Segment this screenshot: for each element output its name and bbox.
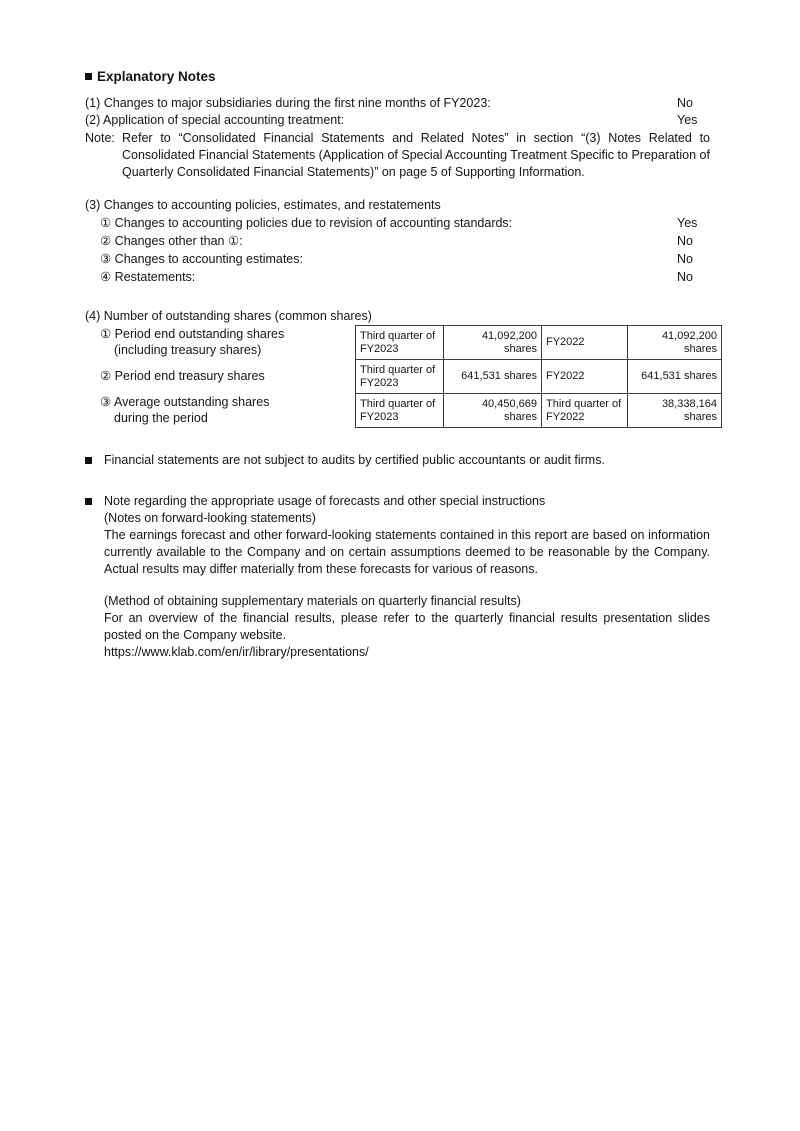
supplementary-heading: (Method of obtaining supplementary materials on quarterly financial results) — [104, 594, 521, 608]
qa-row-subsidiaries — [85, 95, 710, 112]
shares-label-outstanding — [85, 325, 355, 359]
qa-label: ③ Changes to accounting estimates: — [100, 252, 303, 266]
note-label: Note: — [85, 131, 115, 145]
forecast-note — [85, 493, 710, 661]
forward-looking-text: The earnings forecast and other forward-looking statements contained in this report are based on information currently available to the Company and on certain assumptions deemed to be reasonable by the Company. Actual results may differ materially from these forecasts for various of reasons. — [104, 528, 710, 576]
section3-heading: (3) Changes to accounting policies, estimates, and restatements — [85, 198, 441, 212]
qa-row-restatements — [85, 269, 710, 286]
table-cell-value: 641,531 shares — [444, 360, 542, 394]
forecast-note-content — [104, 493, 710, 661]
qa-row-policy-revision — [85, 215, 710, 232]
table-cell-value: 41,092,200 shares — [444, 326, 542, 360]
qa-label: ② Changes other than ①: — [100, 234, 243, 248]
qa-label: ④ Restatements: — [100, 270, 196, 284]
note-block — [85, 130, 710, 181]
shares-label-average — [85, 393, 355, 427]
table-cell-value: 641,531 shares — [628, 360, 722, 394]
shares-body — [85, 325, 717, 428]
section-accounting-changes — [85, 197, 710, 286]
audit-note — [85, 452, 710, 469]
shares-table — [355, 325, 722, 428]
table-cell-period: Third quarter of FY2023 — [356, 394, 444, 428]
qa-label: (1) Changes to major subsidiaries during the first nine months of FY2023: — [85, 96, 491, 110]
section-outstanding-shares — [85, 308, 717, 428]
table-cell-value: 41,092,200 shares — [628, 326, 722, 360]
note-text: Refer to “Consolidated Financial Statements and Related Notes” in section “(3) Notes Related to Consolidated Financial Statements (Application of Special Accounting Treatment Specific to Preparation of Quarterly Consolidated Financial Statements)” on page 5 of Supporting Information. — [122, 131, 710, 179]
label-line-1: ② Period end treasury shares — [100, 369, 265, 383]
supplementary-text: For an overview of the financial results, please refer to the quarterly financial results presentation slides posted on the Company website. — [104, 611, 710, 642]
table-row — [356, 360, 722, 394]
audit-note-text: Financial statements are not subject to audits by certified public accountants or audit firms. — [104, 453, 605, 467]
shares-label-treasury — [85, 359, 355, 393]
page-title: Explanatory Notes — [97, 69, 216, 84]
table-cell-period: Third quarter of FY2022 — [542, 394, 628, 428]
label-line-2: during the period — [114, 411, 208, 425]
table-cell-period: FY2022 — [542, 326, 628, 360]
table-row — [356, 326, 722, 360]
qa-value: No — [677, 234, 693, 248]
spacer — [104, 578, 710, 593]
qa-row-special-accounting — [85, 112, 710, 129]
qa-value: Yes — [677, 216, 698, 230]
qa-label: (2) Application of special accounting treatment: — [85, 113, 345, 127]
label-line-1: ③ Average outstanding shares — [100, 395, 270, 409]
square-bullet-icon — [85, 73, 92, 80]
table-cell-value: 38,338,164 shares — [628, 394, 722, 428]
square-bullet-icon — [85, 457, 92, 464]
company-website-url: https://www.klab.com/en/ir/library/presentations/ — [104, 645, 369, 659]
qa-row-estimates — [85, 251, 710, 268]
table-row — [356, 394, 722, 428]
table-cell-period: Third quarter of FY2023 — [356, 326, 444, 360]
qa-value: No — [677, 96, 693, 110]
qa-value: Yes — [677, 113, 698, 127]
qa-value: No — [677, 270, 693, 284]
shares-row-labels — [85, 325, 355, 428]
table-cell-value: 40,450,669 shares — [444, 394, 542, 428]
forecast-note-heading: Note regarding the appropriate usage of forecasts and other special instructions — [104, 494, 546, 508]
label-line-2: (including treasury shares) — [114, 343, 262, 357]
footer-notes — [85, 452, 710, 661]
square-bullet-icon — [85, 498, 92, 505]
table-cell-period: Third quarter of FY2023 — [356, 360, 444, 394]
table-cell-period: FY2022 — [542, 360, 628, 394]
forward-looking-heading: (Notes on forward-looking statements) — [104, 511, 316, 525]
label-line-1: ① Period end outstanding shares — [100, 327, 285, 341]
qa-value: No — [677, 252, 693, 266]
qa-row-other-changes — [85, 233, 710, 250]
explanatory-notes-header — [85, 68, 710, 85]
section4-heading: (4) Number of outstanding shares (common shares) — [85, 309, 372, 323]
qa-label: ① Changes to accounting policies due to revision of accounting standards: — [100, 216, 513, 230]
